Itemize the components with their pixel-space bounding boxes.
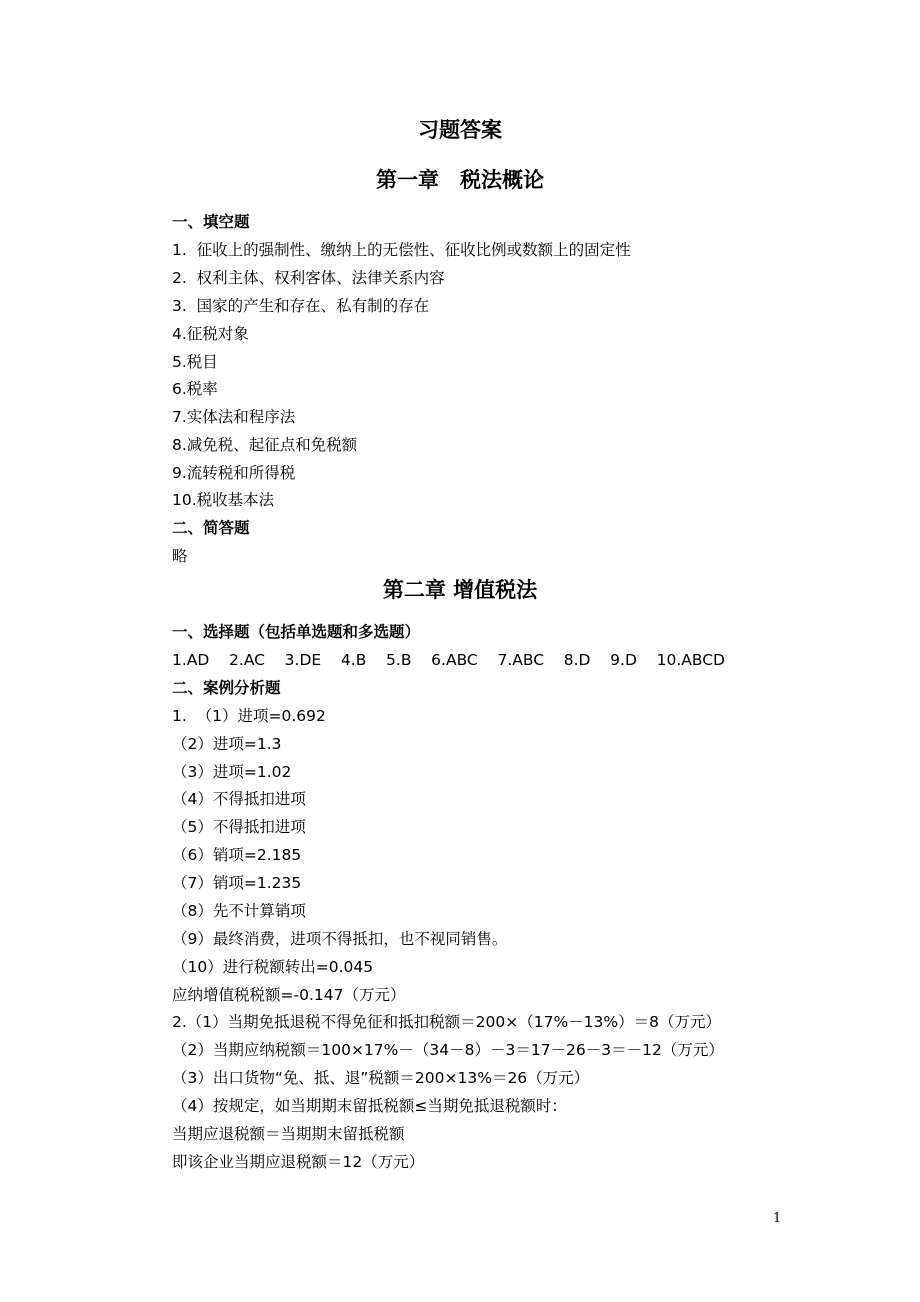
page-number: 1 xyxy=(773,1211,782,1226)
case-line: 当期应退税额＝当期期末留抵税额 xyxy=(172,1125,405,1143)
chapter1-answer: 8.减免税、起征点和免税额 xyxy=(172,436,358,454)
case-line: （7）销项=1.235 xyxy=(172,874,302,892)
document-title: 习题答案 xyxy=(418,118,502,142)
chapter1-answer: 3. 国家的产生和存在、私有制的存在 xyxy=(172,297,430,315)
chapter1-section2-heading: 二、简答题 xyxy=(172,519,250,537)
case-line: （3）出口货物“免、抵、退”税额＝200×13%＝26（万元） xyxy=(172,1069,590,1087)
case-line: （3）进项=1.02 xyxy=(172,763,292,781)
case-line: （4）按规定，如当期期末留抵税额≤当期免抵退税额时： xyxy=(172,1097,567,1115)
chapter1-answer: 6.税率 xyxy=(172,380,218,398)
chapter1-answer: 2. 权利主体、权利客体、法律关系内容 xyxy=(172,269,445,287)
chapter1-section2-text: 略 xyxy=(172,547,188,565)
case-line: 1. （1）进项=0.692 xyxy=(172,707,326,725)
chapter1-answer: 7.实体法和程序法 xyxy=(172,408,296,426)
chapter1-answer: 4.征税对象 xyxy=(172,325,249,343)
case-line: （8）先不计算销项 xyxy=(172,902,306,920)
chapter1-answer: 9.流转税和所得税 xyxy=(172,464,296,482)
case-line: （2）进项=1.3 xyxy=(172,735,282,753)
chapter1-answer: 10.税收基本法 xyxy=(172,491,275,509)
case-line: 应纳增值税税额=-0.147（万元） xyxy=(172,986,406,1004)
chapter1-section1-heading: 一、填空题 xyxy=(172,213,250,231)
case-line: 即该企业当期应退税额＝12（万元） xyxy=(172,1153,425,1171)
case-line: （10）进行税额转出=0.045 xyxy=(172,958,374,976)
case-line: （2）当期应纳税额＝100×17%－（34－8）－3＝17－26－3＝－12（万元） xyxy=(172,1041,724,1059)
chapter1-title: 第一章 税法概论 xyxy=(376,168,544,192)
chapter2-title: 第二章 增值税法 xyxy=(382,578,538,602)
case-line: 2.（1）当期免抵退税不得免征和抵扣税额＝200×（17%－13%）＝8（万元） xyxy=(172,1013,721,1031)
case-line: （5）不得抵扣进项 xyxy=(172,818,306,836)
chapter1-answer: 5.税目 xyxy=(172,353,218,371)
case-line: （9）最终消费，进项不得抵扣，也不视同销售。 xyxy=(172,930,508,948)
case-line: （4）不得抵扣进项 xyxy=(172,790,306,808)
chapter2-choice-answers: 1.AD 2.AC 3.DE 4.B 5.B 6.ABC 7.ABC 8.D 9.D 10.ABCD xyxy=(172,651,725,669)
chapter2-section2-heading: 二、案例分析题 xyxy=(172,679,281,697)
chapter2-section1-heading: 一、选择题（包括单选题和多选题） xyxy=(172,623,421,641)
chapter1-answer: 1. 征收上的强制性、缴纳上的无偿性、征收比例或数额上的固定性 xyxy=(172,241,631,259)
case-line: （6）销项=2.185 xyxy=(172,846,302,864)
